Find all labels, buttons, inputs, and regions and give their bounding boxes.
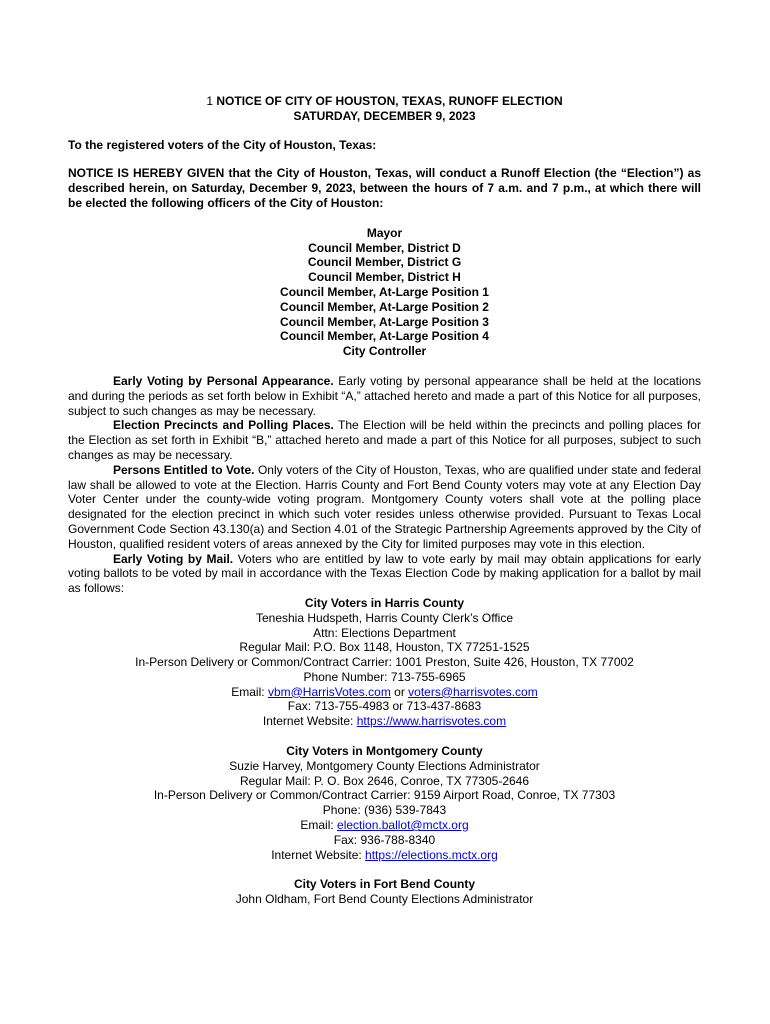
harris-email-line (68, 685, 701, 700)
mail-text: Voters who are entitled by law to vote early by mail may obtain applications for early voting ballots to be voted by mail in accordance with the Texas Election Code by making application for a ballot by mail as follows: (68, 551, 701, 596)
montgomery-phone: Phone: (936) 539-7843 (322, 803, 447, 818)
title-line-2: SATURDAY, DECEMBER 9, 2023 (293, 108, 476, 123)
harris-web-line (68, 714, 701, 729)
montgomery-county-block (68, 744, 701, 862)
montgomery-email-label: Email: (300, 818, 338, 833)
harris-email-or: or (390, 684, 409, 699)
persons-paragraph (68, 463, 701, 552)
notice-title (68, 94, 701, 124)
early-voting-paragraph (68, 374, 701, 418)
title-number: 1 (206, 94, 214, 108)
montgomery-delivery: In-Person Delivery or Common/Contract Carrier: 9159 Airport Road, Conroe, TX 77303 (153, 788, 616, 803)
harris-fax: Fax: 713-755-4983 or 713-437-8683 (287, 699, 482, 714)
harris-attn: Attn: Elections Department (313, 625, 456, 640)
mail-paragraph (68, 552, 701, 596)
montgomery-mail: Regular Mail: P. O. Box 2646, Conroe, TX 77305-2646 (239, 773, 530, 788)
montgomery-email-link[interactable]: election.ballot@mctx.org (337, 818, 469, 833)
harris-county-block (68, 596, 701, 729)
office-item: Council Member, District D (308, 240, 461, 255)
harris-web-label: Internet Website: (262, 714, 357, 729)
office-item: Council Member, District H (308, 270, 461, 285)
harris-email-link-2[interactable]: voters@harrisvotes.com (408, 684, 538, 699)
harris-heading: City Voters in Harris County (304, 595, 465, 610)
precincts-text: The Election will be held within the precincts and polling places for the Election as set forth in Exhibit “B,” attached hereto and made a part of this Notice for all purposes, subject to such changes as may be necessary. (68, 418, 701, 462)
salutation: To the registered voters of the City of Houston, Texas: (68, 137, 377, 152)
montgomery-web-line (68, 848, 701, 863)
montgomery-email-line (68, 818, 701, 833)
early-voting-heading: Early Voting by Personal Appearance. (113, 373, 334, 388)
precincts-paragraph (68, 418, 701, 462)
notice-paragraph: NOTICE IS HEREBY GIVEN that the City of Houston, Texas, will conduct a Runoff Election (the “Election”) as described herein, on Saturday, December 9, 2023, between the hours of 7 a.m. and 7 p.m., at which there will be elected the following officers of the City of Houston: (68, 166, 701, 210)
harris-email-label: Email: (231, 684, 268, 699)
office-item: Mayor (366, 225, 403, 240)
mail-heading: Early Voting by Mail. (113, 551, 234, 566)
harris-official: Teneshia Hudspeth, Harris County Clerk’s Office (255, 610, 513, 625)
montgomery-web-label: Internet Website: (271, 847, 366, 862)
office-item: Council Member, At-Large Position 1 (280, 284, 489, 299)
office-item: Council Member, At-Large Position 2 (280, 299, 489, 314)
office-item: Council Member, District G (307, 255, 462, 270)
harris-email-link-1[interactable]: vbm@HarrisVotes.com (267, 684, 391, 699)
montgomery-heading: City Voters in Montgomery County (286, 744, 483, 759)
office-item: Council Member, At-Large Position 3 (280, 314, 489, 329)
title-line-1: NOTICE OF CITY OF HOUSTON, TEXAS, RUNOFF ELECTION (216, 94, 563, 108)
offices-list (68, 226, 701, 359)
harris-delivery: In-Person Delivery or Common/Contract Carrier: 1001 Preston, Suite 426, Houston, TX 77002 (135, 655, 634, 670)
harris-web-link[interactable]: https://www.harrisvotes.com (356, 714, 507, 729)
persons-heading: Persons Entitled to Vote. (113, 462, 255, 477)
harris-mail: Regular Mail: P.O. Box 1148, Houston, TX 77251-1525 (239, 640, 530, 655)
precincts-heading: Election Precincts and Polling Places. (113, 418, 334, 433)
fort-bend-county-block (68, 877, 701, 907)
fortbend-heading: City Voters in Fort Bend County (293, 877, 476, 892)
montgomery-fax: Fax: 936-788-8340 (333, 832, 436, 847)
fortbend-official: John Oldham, Fort Bend County Elections Administrator (235, 892, 534, 907)
office-item: Council Member, At-Large Position 4 (280, 329, 489, 344)
early-voting-text: Early voting by personal appearance shall be held at the locations and during the periods as set forth below in Exhibit “A,” attached hereto and made a part of this Notice for all purposes, subject to such changes as may be necessary. (68, 373, 701, 418)
harris-phone: Phone Number: 713-755-6965 (303, 669, 466, 684)
persons-text: Only voters of the City of Houston, Texas, who are qualified under state and federal law shall be allowed to vote at the Election. Harris County and Fort Bend County voters may vote at any Election Day Voter Center under the county-wide voting program. Montgomery County voters shall vote at the polling place designated for the election precinct in which such voter resides unless otherwise provided. Pursuant to Texas Local Government Code Section 43.130(a) and Section 4.01 of the Strategic Partnership Agreements approved by the City of Houston, qualified resident voters of areas annexed by the City for limited purposes may vote in this election. (68, 462, 701, 551)
montgomery-web-link[interactable]: https://elections.mctx.org (365, 847, 498, 862)
office-item: City Controller (342, 344, 427, 359)
montgomery-official: Suzie Harvey, Montgomery County Elections Administrator (229, 758, 540, 773)
